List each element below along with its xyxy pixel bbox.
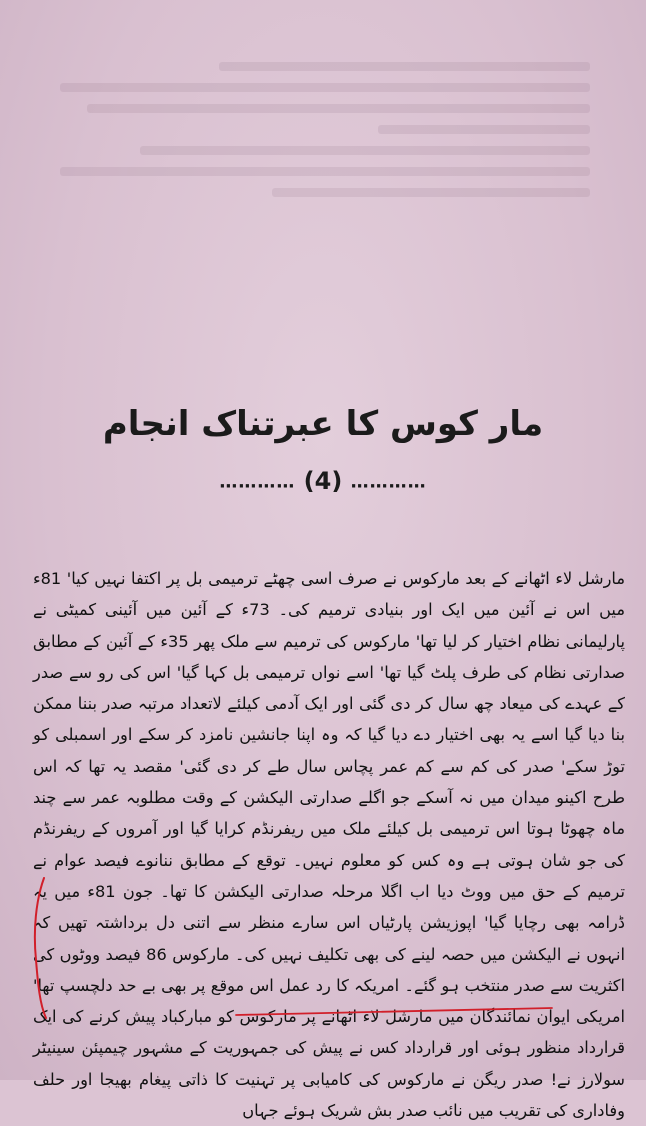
body-text bbox=[33, 563, 625, 1126]
dots-left: ………… bbox=[350, 471, 427, 493]
body-paragraph: مارشل لاء اٹھانے کے بعد مارکوس نے صرف اسی چھٹے ترمیمی بل پر اکتفا نہیں کیا' 81ء میں اس نے آئین میں ایک اور بنیادی ترمیم کی۔ 73ء کے آئین میں آئینی کمیٹی نے پارلیمانی نظام اختیار کر لیا تھا' مارکوس کی ترمیم سے ملک پھر 35ء کے آئین کے مطابق صدارتی نظام کی طرف پلٹ گیا تھا' اسے نواں ترمیمی بل کہا گیا' اس کی رو سے صدر کے عہدے کی میعاد چھ سال کر دی گئی اور ایک آدمی کیلئے لاتعداد مرتبہ صدر بننا ممکن بنا دیا گیا اسے یہ بھی اختیار دے دیا گیا کہ وہ اپنا جانشین نامزد کر سکے اور اسمبلی کو توڑ سکے' صدر کی کم سے کم عمر پچاس سال طے کر دی گئی' مقصد یہ تھا کہ اس طرح اکینو میدان میں نہ آسکے جو اگلے صدارتی الیکشن کے وقت مطلوبہ عمر سے چند ماہ چھوٹا ہوتا اس ترمیمی بل کیلئے ملک میں ریفرنڈم کرایا گیا اور آمروں کے ریفرنڈم کی جو شان ہوتی ہے وہ کس کو معلوم نہیں۔ توقع کے مطابق ننانوے فیصد عوام نے ترمیم کے حق میں ووٹ دیا اب اگلا مرحلہ صدارتی الیکشن کا تھا۔ جون 81ء میں یہ ڈرامہ بھی رچایا گیا' اپوزیشن پارٹیاں اس سارے منظر سے اتنی دل برداشتہ تھیں کہ انہوں نے الیکشن میں حصہ لینے کی بھی تکلیف نہیں کی۔ مارکوس 86 فیصد ووٹوں کی اکثریت سے صدر منتخب ہو گئے۔ امریکہ کا رد عمل اس موقع پر بھی بے حد دلچسپ تھا' امریکی ایوان نمائندگان میں مارشل لاء اٹھانے پر مارکوس کو مبارکباد پیش کرنے کی ایک قرارداد منظور ہوئی اور قرارداد کس نے پیش کی جمہوریت کے مشہور چیمپئن سینیٹر سولارز نے! صدر ریگن نے مارکوس کی کامیابی پر تہنیت کا ذاتی پیغام بھیجا اور حلف وفاداری کی تقریب میں نائب صدر بش شریک ہوئے جہاں bbox=[33, 569, 625, 1121]
chapter-number-line bbox=[0, 467, 646, 495]
dots-right: ………… bbox=[219, 471, 296, 493]
chapter-title: مار کوس کا عبرتناک انجام bbox=[102, 404, 544, 444]
reverse-side-bleed-through bbox=[60, 50, 590, 250]
chapter-number: (4) bbox=[303, 467, 343, 495]
